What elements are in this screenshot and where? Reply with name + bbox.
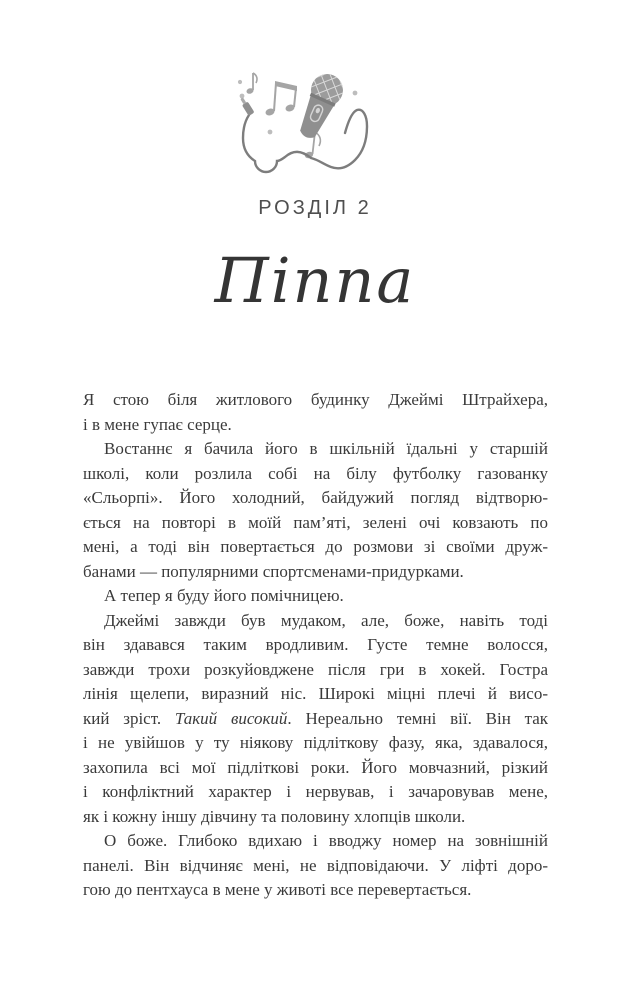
text-line [83, 682, 548, 707]
jack-plug-icon [239, 96, 255, 116]
text-line [83, 805, 548, 830]
text-line [83, 437, 548, 462]
chapter-title: Піппа [214, 244, 416, 317]
text-line [83, 560, 548, 585]
text-segment: він здавався таким вродливим. Густе темне волосся, [83, 635, 548, 654]
text-segment: гою до пентхауса в мене у животі все перевертається. [83, 880, 472, 899]
text-line [83, 388, 548, 413]
text-line [83, 633, 548, 658]
text-segment: кий зріст. [83, 708, 175, 728]
text-segment: мені, а тоді він повертається до розмови зі своїми друж- [83, 537, 548, 556]
text-segment: і конфліктний характер і нервував, і зачаровував мене, [83, 782, 548, 801]
chapter-label: РОЗДІЛ 2 [258, 197, 372, 219]
text-line [83, 584, 548, 609]
microphone-illustration-icon [205, 60, 425, 195]
text-segment: завжди трохи розкуйовджене після гри в хокей. Гостра [83, 659, 548, 679]
text-segment: захопила всі мої підліткові роки. Його мовчазний, різкий [83, 757, 548, 777]
text-line [83, 707, 548, 732]
text-line [83, 511, 548, 536]
text-segment: школі, коли розлила собі на білу футболку газованку [83, 463, 548, 483]
text-line [83, 731, 548, 756]
text-line [83, 413, 548, 438]
text-line [83, 878, 548, 903]
text-line [83, 486, 548, 511]
text-line [83, 756, 548, 781]
text-segment: «Сльорпі». Його холодний, байдужий погляд відтворю- [83, 488, 548, 507]
text-line [83, 854, 548, 879]
text-segment: банами — популярними спортсменами-придурками. [83, 561, 464, 581]
text-line [83, 780, 548, 805]
text-line [83, 658, 548, 683]
emphasized-text: Такий високий [174, 708, 288, 728]
text-segment: Джеймі завжди був мудаком, але, боже, навіть тоді [104, 610, 548, 630]
text-segment: Я стою біля житлового будинку Джеймі Штрайхера, [83, 390, 548, 409]
text-segment: . Нереально темні вії. Він так [287, 708, 549, 728]
text-segment: і в мене гупає серце. [83, 414, 232, 434]
music-note-small-icon [246, 73, 257, 95]
text-segment: і не увійшов у ту ніякову підліткову фазу, яка, здавалося, [83, 733, 548, 752]
music-note-beamed-icon [265, 81, 297, 117]
text-segment: ється на повторі в моїй пам’яті, зелені очі ковзають по [83, 512, 548, 532]
text-segment: Востаннє я бачила його в шкільній їдальні у старшій [104, 439, 548, 458]
text-line [83, 535, 548, 560]
text-segment: А тепер я буду його помічницею. [104, 586, 344, 605]
text-line [83, 829, 548, 854]
chapter-illustration [205, 60, 425, 195]
text-segment: О боже. Глибоко вдихаю і вводжу номер на зовнішній [104, 831, 548, 850]
text-segment: як і кожну іншу дівчину та половину хлопців школи. [83, 806, 466, 826]
body-text [83, 388, 548, 903]
text-line [83, 609, 548, 634]
text-segment: лінія щелепи, виразний ніс. Широкі міцні плечі й висо- [83, 684, 548, 703]
text-line [83, 462, 548, 487]
text-segment: панелі. Він відчиняє мені, не відповідаючи. У ліфті доро- [83, 855, 548, 875]
